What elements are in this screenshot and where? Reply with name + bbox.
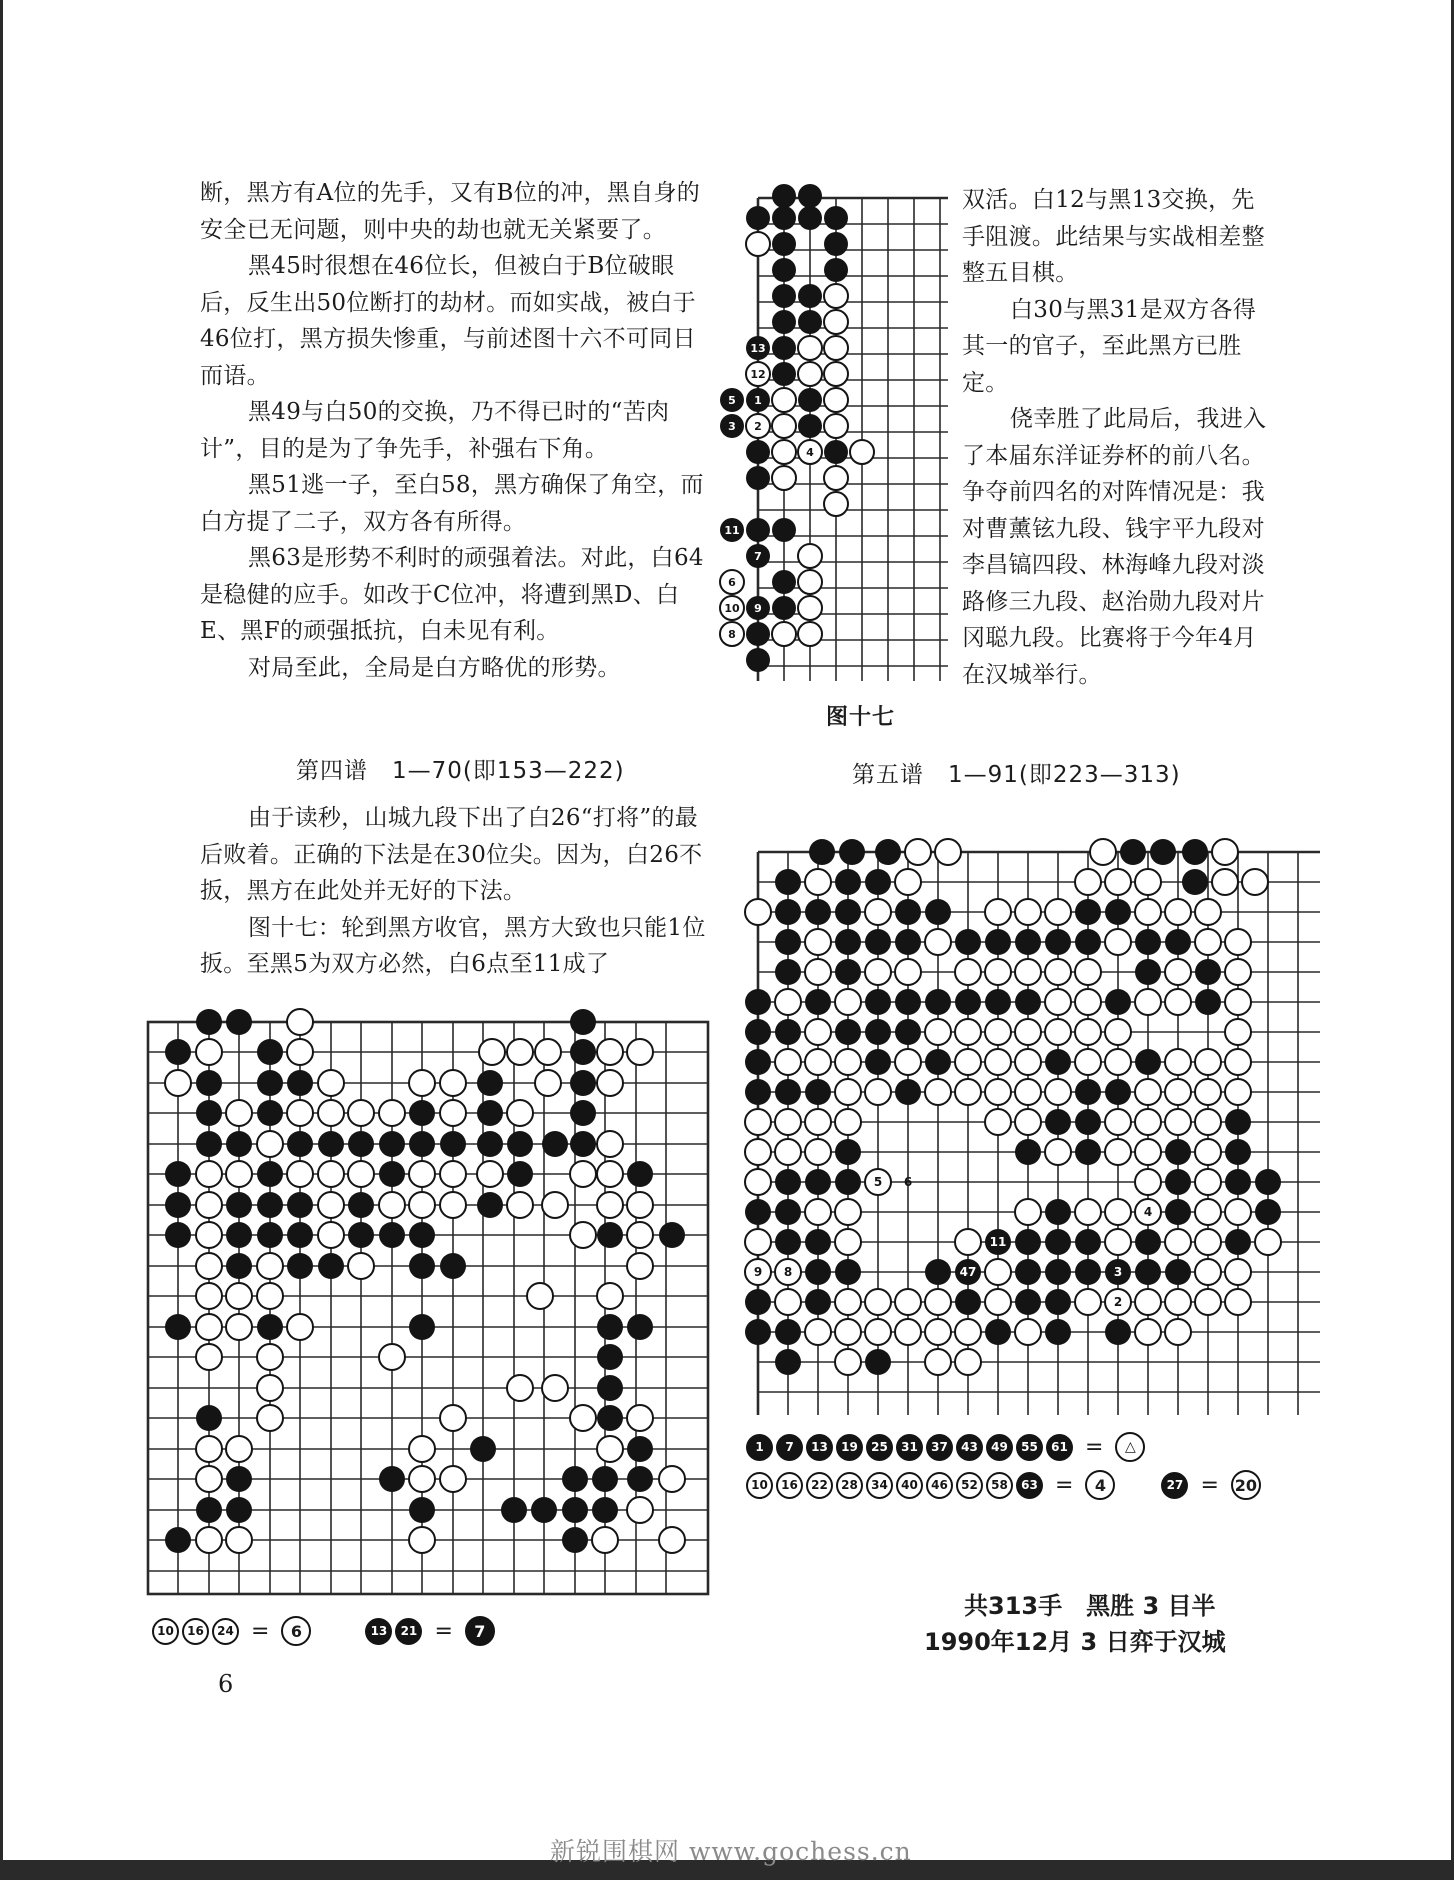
legend-equals: = — [251, 1618, 270, 1644]
svg-text:4: 4 — [1143, 1205, 1153, 1219]
legend-result-white-stone: 20 — [1231, 1470, 1261, 1500]
svg-text:1: 1 — [754, 394, 762, 407]
figure-17-board — [724, 176, 960, 696]
svg-text:3: 3 — [728, 420, 736, 433]
legend-black-stone: 49 — [986, 1434, 1013, 1461]
diagram-5-board — [740, 830, 1320, 1430]
legend-black-stone: 55 — [1016, 1434, 1043, 1461]
svg-text:5: 5 — [728, 394, 736, 407]
section-heading-diagram-4: 第四谱 1—70(即153—222) — [296, 758, 625, 784]
legend-result-black-stone: 7 — [465, 1616, 495, 1646]
game-date: 1990年12月 3 日弈于汉城 — [924, 1628, 1226, 1656]
svg-text:13: 13 — [750, 342, 766, 355]
figure-17-caption: 图十七 — [826, 705, 896, 730]
diagram-4-stones — [165, 1009, 685, 1553]
left-column-middle-text — [200, 800, 712, 983]
legend-white-stone: 28 — [836, 1472, 863, 1499]
legend-white-stone: 10 — [152, 1618, 179, 1645]
legend-result-white-stone: 4 — [1085, 1470, 1115, 1500]
svg-text:4: 4 — [806, 446, 814, 459]
diagram-5-svg — [740, 830, 1320, 1430]
legend-black-stone: 27 — [1161, 1472, 1188, 1499]
legend-white-stone: 40 — [896, 1472, 923, 1499]
svg-text:9: 9 — [753, 1265, 763, 1279]
svg-text:12: 12 — [750, 368, 766, 381]
legend-equals: = — [434, 1618, 453, 1644]
svg-text:5: 5 — [873, 1175, 883, 1189]
figure-17-svg — [724, 176, 960, 696]
svg-text:10: 10 — [724, 602, 740, 615]
svg-text:7: 7 — [754, 550, 762, 563]
legend-black-stone: 61 — [1046, 1434, 1073, 1461]
svg-text:11: 11 — [989, 1235, 1007, 1249]
legend-white-stone: 16 — [776, 1472, 803, 1499]
svg-text:6: 6 — [728, 576, 736, 589]
left-column-top-text — [200, 175, 712, 686]
legend-white-stone: 58 — [986, 1472, 1013, 1499]
svg-text:8: 8 — [728, 628, 736, 641]
figure-17-move-numbers — [724, 342, 814, 641]
paragraph: 侥幸胜了此局后，我进入了本届东洋证券杯的前八名。争夺前四名的对阵情况是：我对曹薰铉九段、钱宇平九段对李昌镐四段、林海峰九段对淡路修三九段、赵治勋九段对片冈聪九段。比赛将于今年4月在汉城举行。 — [962, 406, 1267, 688]
paragraph: 黑49与白50的交换，乃不得已时的“苦肉计”，目的是为了争先手，补强右下角。 — [200, 399, 670, 462]
svg-text:47: 47 — [959, 1265, 977, 1279]
diagram-5-stones — [745, 839, 1281, 1375]
legend-black-stone: 1 — [746, 1434, 773, 1461]
section-heading-diagram-5: 第五谱 1—91(即223—313) — [852, 762, 1181, 788]
svg-text:3: 3 — [1113, 1265, 1123, 1279]
game-result: 共313手 黑胜 3 目半 — [964, 1592, 1216, 1620]
svg-text:8: 8 — [783, 1265, 793, 1279]
legend-white-stone: 16 — [182, 1618, 209, 1645]
legend-black-stone: 37 — [926, 1434, 953, 1461]
paragraph: 黑45时很想在46位长，但被白于B位破眼后，反生出50位断打的劫材。而如实战，被白于46位打，黑方损失惨重，与前述图十六不可同日而语。 — [200, 253, 696, 389]
paragraph: 双活。白12与黑13交换，先手阻渡。此结果与实战相差整整五目棋。 — [962, 187, 1265, 286]
right-column-top-text — [962, 182, 1267, 693]
paragraph: 由于读秒，山城九段下出了白26“打将”的最后败着。正确的下法是在30位尖。因为，白26不扳，黑方在此处并无好的下法。 — [200, 805, 703, 904]
page-number: 6 — [218, 1670, 234, 1698]
legend-black-stone: 13 — [365, 1618, 392, 1645]
svg-text:6: 6 — [903, 1175, 913, 1189]
paragraph: 对局至此，全局是白方略优的形势。 — [248, 654, 621, 681]
legend-white-stone: 46 — [926, 1472, 953, 1499]
legend-black-stone: 19 — [836, 1434, 863, 1461]
legend-black-stone: 13 — [806, 1434, 833, 1461]
legend-white-stone: 52 — [956, 1472, 983, 1499]
paragraph: 白30与黑31是双方各得其一的官子，至此黑方已胜定。 — [962, 296, 1257, 396]
svg-text:2: 2 — [1113, 1295, 1123, 1309]
diagram-4-board — [140, 1010, 725, 1605]
diagram-4-legend — [152, 1616, 495, 1646]
legend-result-triangle-stone: △ — [1115, 1432, 1145, 1462]
paragraph: 黑51逃一子，至白58，黑方确保了角空，而白方提了二子，双方各有所得。 — [200, 472, 704, 535]
legend-black-stone: 31 — [896, 1434, 923, 1461]
watermark: 新锐围棋网 www.gochess.cn — [550, 1837, 912, 1866]
diagram-5-legend-row-1 — [746, 1432, 1145, 1462]
paragraph: 图十七：轮到黑方收官，黑方大致也只能1位扳。至黑5为双方必然，白6点至11成了 — [200, 914, 706, 977]
legend-white-stone: 22 — [806, 1472, 833, 1499]
legend-equals: = — [1200, 1472, 1219, 1498]
legend-white-stone: 34 — [866, 1472, 893, 1499]
legend-black-stone: 25 — [866, 1434, 893, 1461]
legend-black-stone: 63 — [1016, 1472, 1043, 1499]
svg-text:9: 9 — [754, 602, 762, 615]
legend-white-stone: 10 — [746, 1472, 773, 1499]
svg-text:11: 11 — [724, 524, 740, 537]
legend-black-stone: 21 — [395, 1618, 422, 1645]
legend-equals: = — [1055, 1472, 1074, 1498]
legend-black-stone: 7 — [776, 1434, 803, 1461]
figure-17-stones — [720, 184, 874, 672]
paragraph: 断，黑方有A位的先手，又有B位的冲，黑自身的安全已无问题，则中央的劫也就无关紧要了。 — [200, 180, 701, 243]
diagram-4-svg — [140, 1010, 725, 1605]
legend-equals: = — [1085, 1434, 1104, 1460]
legend-result-white-stone: 6 — [281, 1616, 311, 1646]
paragraph: 黑63是形势不利时的顽强着法。对此，白64是稳健的应手。如改于C位冲，将遭到黑D、白E、黑F的顽强抵抗，白未见有利。 — [200, 545, 704, 644]
legend-white-stone: 24 — [212, 1618, 239, 1645]
legend-black-stone: 43 — [956, 1434, 983, 1461]
diagram-5-legend-row-2 — [746, 1470, 1261, 1500]
svg-text:2: 2 — [754, 420, 762, 433]
